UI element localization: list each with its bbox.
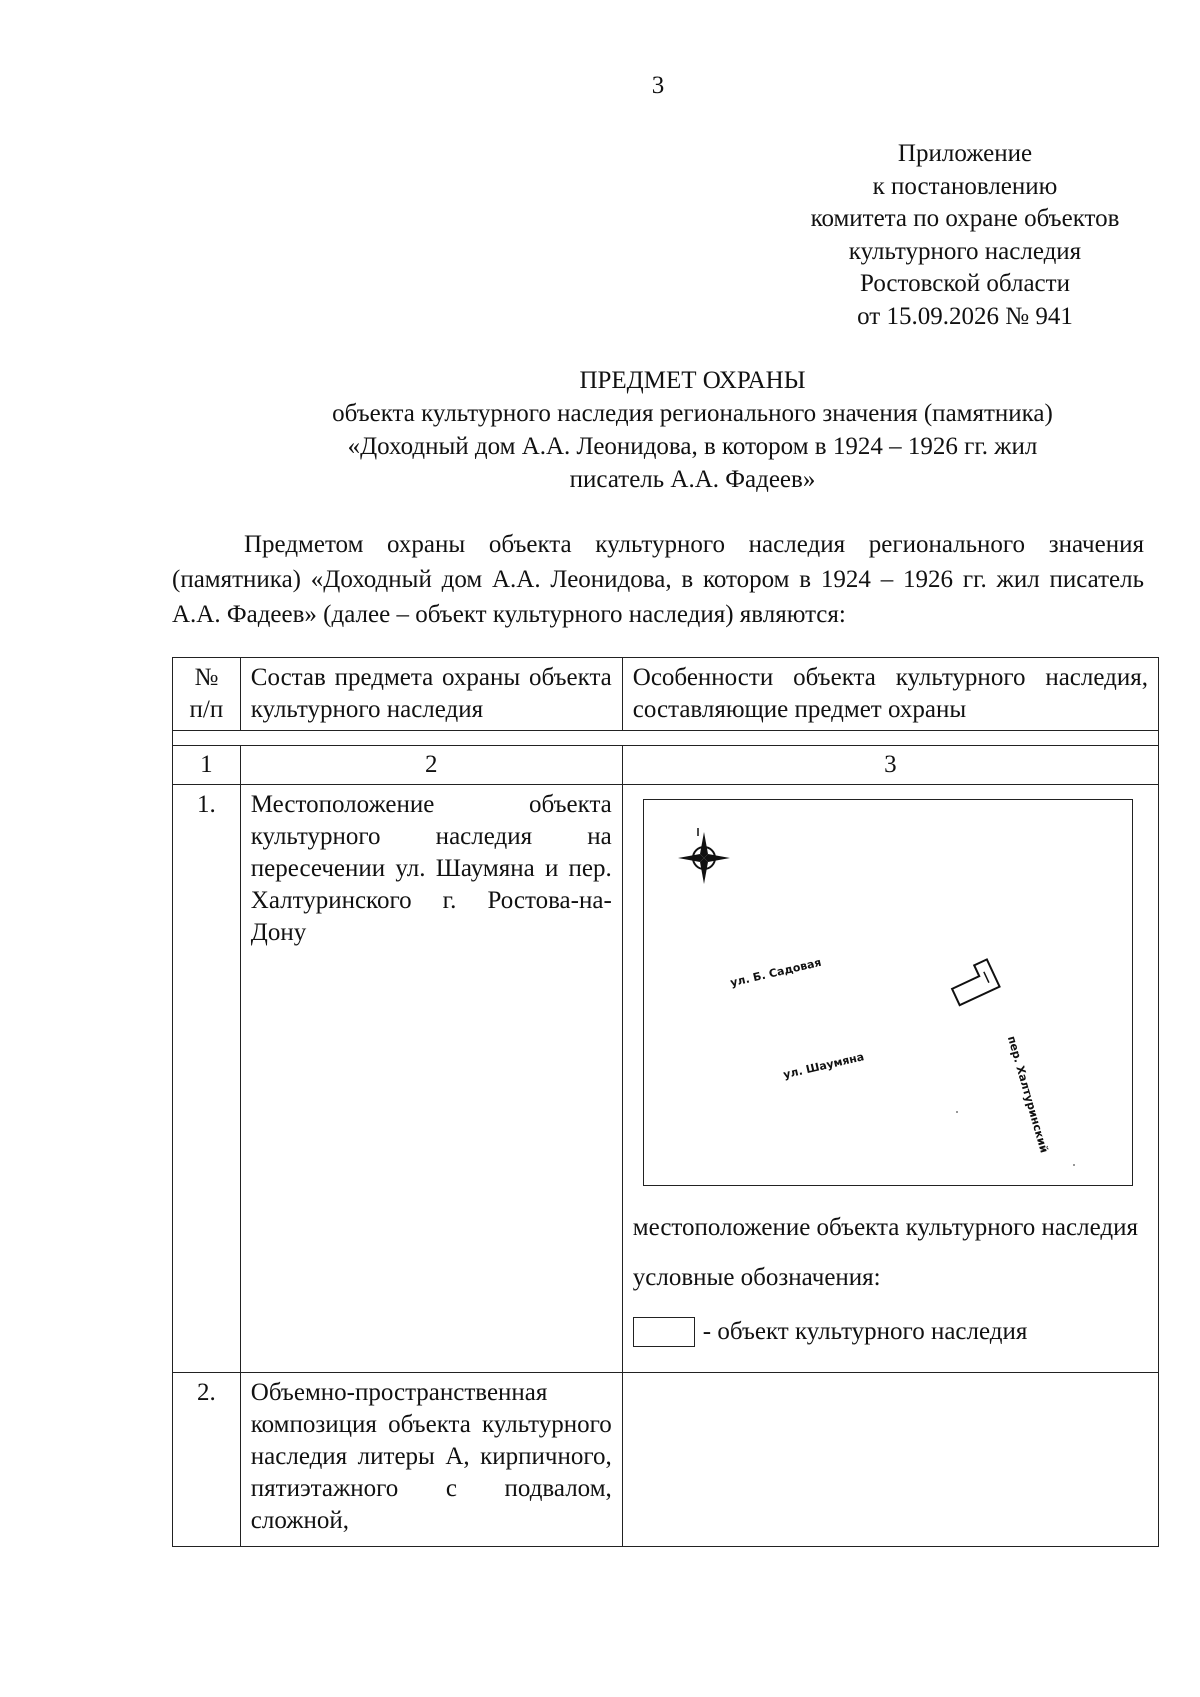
legend-item xyxy=(633,1316,1148,1348)
appendix-line: Приложение xyxy=(897,140,1033,167)
legend-title: условные обозначения: xyxy=(632,1264,881,1291)
gap-cell xyxy=(173,731,1159,746)
table-header-row xyxy=(173,658,1159,731)
header-number: № п/п xyxy=(173,658,241,731)
street-label-sadovaya: ул. Б. Садовая xyxy=(728,955,823,990)
page-number: 3 xyxy=(651,72,665,99)
row-features xyxy=(622,785,1158,1373)
header-features: Особенности объекта культурного наследия, составляющие предмет охраны xyxy=(622,658,1158,731)
protection-table xyxy=(172,657,1159,1547)
table-row xyxy=(173,785,1159,1373)
title-line: «Доходный дом А.А. Леонидова, в котором в 1924 – 1926 гг. жил xyxy=(347,433,1038,460)
title-line: объекта культурного наследия регионального значения (памятника) xyxy=(332,400,1053,427)
column-number: 3 xyxy=(622,746,1158,785)
street-label-khalturinsky: пер. Халтуринский xyxy=(1004,1034,1051,1155)
row-number: 2. xyxy=(173,1373,241,1547)
appendix-line: Ростовской области xyxy=(860,270,1070,298)
header-composition: Состав предмета охраны объекта культурного наследия xyxy=(240,658,622,731)
appendix-line: от 15.09.2026 № 941 xyxy=(857,302,1073,330)
title-heading: ПРЕДМЕТ ОХРАНЫ xyxy=(579,367,806,394)
legend-swatch xyxy=(633,1317,695,1347)
legend-item-label: - объект культурного наследия xyxy=(702,1318,1028,1345)
map-caption: местоположение объекта культурного наследия xyxy=(632,1214,1138,1241)
row-features xyxy=(622,1373,1158,1547)
table-row xyxy=(173,1373,1159,1547)
location-map xyxy=(643,799,1133,1186)
title-line: писатель А.А. Фадеев» xyxy=(569,466,816,493)
column-number: 1 xyxy=(173,746,241,785)
appendix-line: культурного наследия xyxy=(848,237,1082,265)
compass-rose-icon xyxy=(678,828,730,884)
appendix-block xyxy=(780,138,1150,334)
appendix-line: к постановлению xyxy=(872,172,1058,200)
map-graphic xyxy=(644,800,1132,1185)
row-composition: Местоположение объекта культурного наследия на пересечении ул. Шаумяна и пер. Халтуринского г. Ростова-на-Дону xyxy=(240,785,622,1373)
column-number: 2 xyxy=(240,746,622,785)
document-title xyxy=(170,364,1200,496)
row-composition: Объемно-пространственная композиция объекта культурного наследия литеры А, кирпичного, пятиэтажного с подвалом, сложной, xyxy=(240,1373,622,1547)
intro-paragraph: Предметом охраны объекта культурного наследия регионального значения (памятника) «Доходный дом А.А. Леонидова, в котором в 1924 – 1926 гг. жил писатель А.А. Фадеев» (далее – объект культурного наследия) являются: xyxy=(172,531,1144,628)
column-number-row xyxy=(173,746,1159,785)
row-number: 1. xyxy=(173,785,241,1373)
street-label-shaumyana: ул. Шаумяна xyxy=(781,1050,866,1082)
table-gap xyxy=(173,731,1159,746)
heritage-building-shape xyxy=(947,959,1000,1005)
appendix-line: комитета по охране объектов xyxy=(810,205,1120,233)
